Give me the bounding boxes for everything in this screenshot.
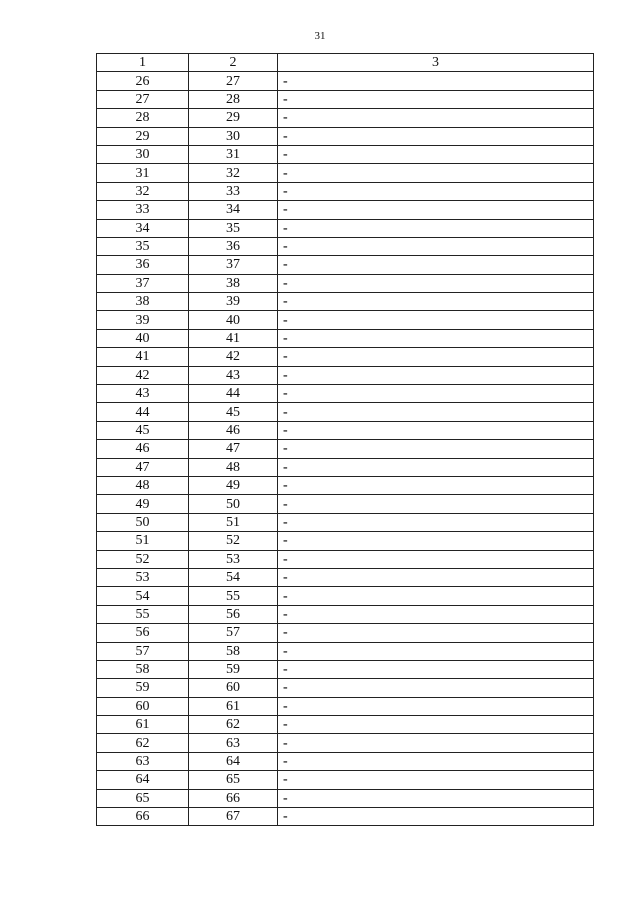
table-cell-col-1: 55 (97, 605, 189, 623)
table-cell-col-3: - (278, 72, 594, 90)
table-row (97, 274, 594, 292)
table-cell-col-3: - (278, 734, 594, 752)
data-table (96, 53, 594, 826)
table-cell-col-2: 36 (189, 237, 278, 255)
table-cell-col-2: 55 (189, 587, 278, 605)
table-cell-col-3: - (278, 513, 594, 531)
table-row (97, 495, 594, 513)
table-row (97, 550, 594, 568)
table-cell-col-1: 47 (97, 458, 189, 476)
table-cell-col-3: - (278, 440, 594, 458)
table-cell-col-1: 34 (97, 219, 189, 237)
table-cell-col-2: 56 (189, 605, 278, 623)
table-cell-col-2: 54 (189, 568, 278, 586)
table-row (97, 532, 594, 550)
table-cell-col-2: 40 (189, 311, 278, 329)
table-cell-col-1: 48 (97, 476, 189, 494)
table-cell-col-2: 30 (189, 127, 278, 145)
table-cell-col-3: - (278, 182, 594, 200)
table-cell-col-1: 60 (97, 697, 189, 715)
table-cell-col-2: 41 (189, 329, 278, 347)
table-cell-col-2: 42 (189, 348, 278, 366)
table-cell-col-2: 57 (189, 624, 278, 642)
table-row (97, 697, 594, 715)
table-body (97, 72, 594, 826)
table-row (97, 513, 594, 531)
table-cell-col-1: 30 (97, 145, 189, 163)
table-cell-col-3: - (278, 789, 594, 807)
table-cell-col-1: 32 (97, 182, 189, 200)
table-cell-col-3: - (278, 458, 594, 476)
table-cell-col-3: - (278, 495, 594, 513)
table-cell-col-1: 49 (97, 495, 189, 513)
table-cell-col-2: 35 (189, 219, 278, 237)
table-cell-col-1: 61 (97, 716, 189, 734)
table-cell-col-1: 65 (97, 789, 189, 807)
table-row (97, 164, 594, 182)
table-cell-col-3: - (278, 679, 594, 697)
table-row (97, 182, 594, 200)
table-cell-col-2: 46 (189, 421, 278, 439)
table-row (97, 679, 594, 697)
table-cell-col-1: 37 (97, 274, 189, 292)
table-cell-col-2: 60 (189, 679, 278, 697)
table-row (97, 256, 594, 274)
table-cell-col-1: 51 (97, 532, 189, 550)
table-cell-col-1: 31 (97, 164, 189, 182)
table-cell-col-2: 52 (189, 532, 278, 550)
table-cell-col-3: - (278, 550, 594, 568)
page-number: 31 (314, 30, 326, 42)
table-cell-col-2: 45 (189, 403, 278, 421)
table-cell-col-2: 61 (189, 697, 278, 715)
table-cell-col-3: - (278, 90, 594, 108)
table-cell-col-3: - (278, 403, 594, 421)
table-cell-col-3: - (278, 624, 594, 642)
table-cell-col-1: 59 (97, 679, 189, 697)
table-cell-col-3: - (278, 366, 594, 384)
table-cell-col-3: - (278, 605, 594, 623)
table-cell-col-3: - (278, 237, 594, 255)
table-cell-col-2: 34 (189, 201, 278, 219)
table-cell-col-2: 29 (189, 109, 278, 127)
table-cell-col-1: 64 (97, 771, 189, 789)
table-row (97, 366, 594, 384)
table-cell-col-3: - (278, 421, 594, 439)
table-row (97, 90, 594, 108)
table-cell-col-1: 53 (97, 568, 189, 586)
table-cell-col-1: 63 (97, 752, 189, 770)
table-cell-col-3: - (278, 219, 594, 237)
table-cell-col-2: 38 (189, 274, 278, 292)
table-cell-col-3: - (278, 311, 594, 329)
table-cell-col-3: - (278, 109, 594, 127)
table-row (97, 385, 594, 403)
table-row (97, 587, 594, 605)
table-cell-col-1: 39 (97, 311, 189, 329)
table-cell-col-3: - (278, 348, 594, 366)
table-cell-col-3: - (278, 293, 594, 311)
table-cell-col-1: 45 (97, 421, 189, 439)
table-cell-col-2: 67 (189, 808, 278, 826)
table-row (97, 771, 594, 789)
table-cell-col-2: 66 (189, 789, 278, 807)
table-cell-col-3: - (278, 329, 594, 347)
table-row (97, 605, 594, 623)
column-header-3: 3 (278, 54, 594, 72)
table-cell-col-3: - (278, 476, 594, 494)
table-cell-col-1: 38 (97, 293, 189, 311)
table-cell-col-1: 44 (97, 403, 189, 421)
table-cell-col-2: 32 (189, 164, 278, 182)
table-row (97, 568, 594, 586)
table-row (97, 716, 594, 734)
table-row (97, 734, 594, 752)
table-cell-col-2: 58 (189, 642, 278, 660)
table-cell-col-3: - (278, 201, 594, 219)
table-cell-col-2: 48 (189, 458, 278, 476)
table-cell-col-1: 57 (97, 642, 189, 660)
table-row (97, 311, 594, 329)
table-cell-col-1: 50 (97, 513, 189, 531)
table-cell-col-1: 35 (97, 237, 189, 255)
table-cell-col-3: - (278, 587, 594, 605)
table-cell-col-2: 43 (189, 366, 278, 384)
table-row (97, 458, 594, 476)
table-cell-col-1: 42 (97, 366, 189, 384)
table-cell-col-1: 43 (97, 385, 189, 403)
table-cell-col-3: - (278, 771, 594, 789)
table-row (97, 642, 594, 660)
table-cell-col-3: - (278, 256, 594, 274)
table-row (97, 752, 594, 770)
table-cell-col-1: 66 (97, 808, 189, 826)
table-cell-col-2: 50 (189, 495, 278, 513)
table-cell-col-2: 65 (189, 771, 278, 789)
table-cell-col-2: 27 (189, 72, 278, 90)
table-row (97, 72, 594, 90)
table-cell-col-3: - (278, 808, 594, 826)
table-cell-col-3: - (278, 532, 594, 550)
table-cell-col-3: - (278, 164, 594, 182)
table-cell-col-3: - (278, 716, 594, 734)
table-cell-col-1: 54 (97, 587, 189, 605)
table-cell-col-2: 63 (189, 734, 278, 752)
table-cell-col-1: 46 (97, 440, 189, 458)
table-row (97, 109, 594, 127)
column-header-2: 2 (189, 54, 278, 72)
table-row (97, 201, 594, 219)
table-cell-col-1: 26 (97, 72, 189, 90)
table-cell-col-3: - (278, 127, 594, 145)
table-row (97, 127, 594, 145)
table-cell-col-2: 39 (189, 293, 278, 311)
table-cell-col-1: 29 (97, 127, 189, 145)
table-cell-col-2: 44 (189, 385, 278, 403)
table-cell-col-3: - (278, 145, 594, 163)
table-cell-col-3: - (278, 568, 594, 586)
table-cell-col-2: 51 (189, 513, 278, 531)
header-row (97, 54, 594, 72)
table-cell-col-1: 62 (97, 734, 189, 752)
table-cell-col-3: - (278, 642, 594, 660)
table-cell-col-2: 49 (189, 476, 278, 494)
table-cell-col-3: - (278, 697, 594, 715)
column-header-1: 1 (97, 54, 189, 72)
table-row (97, 293, 594, 311)
table-row (97, 145, 594, 163)
table-cell-col-1: 56 (97, 624, 189, 642)
table-cell-col-2: 31 (189, 145, 278, 163)
table-cell-col-2: 53 (189, 550, 278, 568)
table-cell-col-1: 41 (97, 348, 189, 366)
table-cell-col-2: 28 (189, 90, 278, 108)
table-row (97, 660, 594, 678)
table-row (97, 789, 594, 807)
table-cell-col-2: 62 (189, 716, 278, 734)
table-cell-col-1: 36 (97, 256, 189, 274)
table-cell-col-3: - (278, 752, 594, 770)
table-cell-col-2: 59 (189, 660, 278, 678)
table-cell-col-3: - (278, 660, 594, 678)
table-row (97, 237, 594, 255)
table-cell-col-1: 27 (97, 90, 189, 108)
table-row (97, 808, 594, 826)
table-cell-col-1: 28 (97, 109, 189, 127)
table-cell-col-2: 37 (189, 256, 278, 274)
table-row (97, 348, 594, 366)
table-row (97, 440, 594, 458)
table-row (97, 624, 594, 642)
table-cell-col-2: 33 (189, 182, 278, 200)
table-row (97, 329, 594, 347)
table-row (97, 403, 594, 421)
table-cell-col-3: - (278, 274, 594, 292)
table-cell-col-1: 52 (97, 550, 189, 568)
table-cell-col-1: 33 (97, 201, 189, 219)
table-cell-col-1: 58 (97, 660, 189, 678)
table-cell-col-2: 64 (189, 752, 278, 770)
table-row (97, 421, 594, 439)
table-row (97, 476, 594, 494)
table-cell-col-3: - (278, 385, 594, 403)
table-cell-col-2: 47 (189, 440, 278, 458)
table-row (97, 219, 594, 237)
table-cell-col-1: 40 (97, 329, 189, 347)
